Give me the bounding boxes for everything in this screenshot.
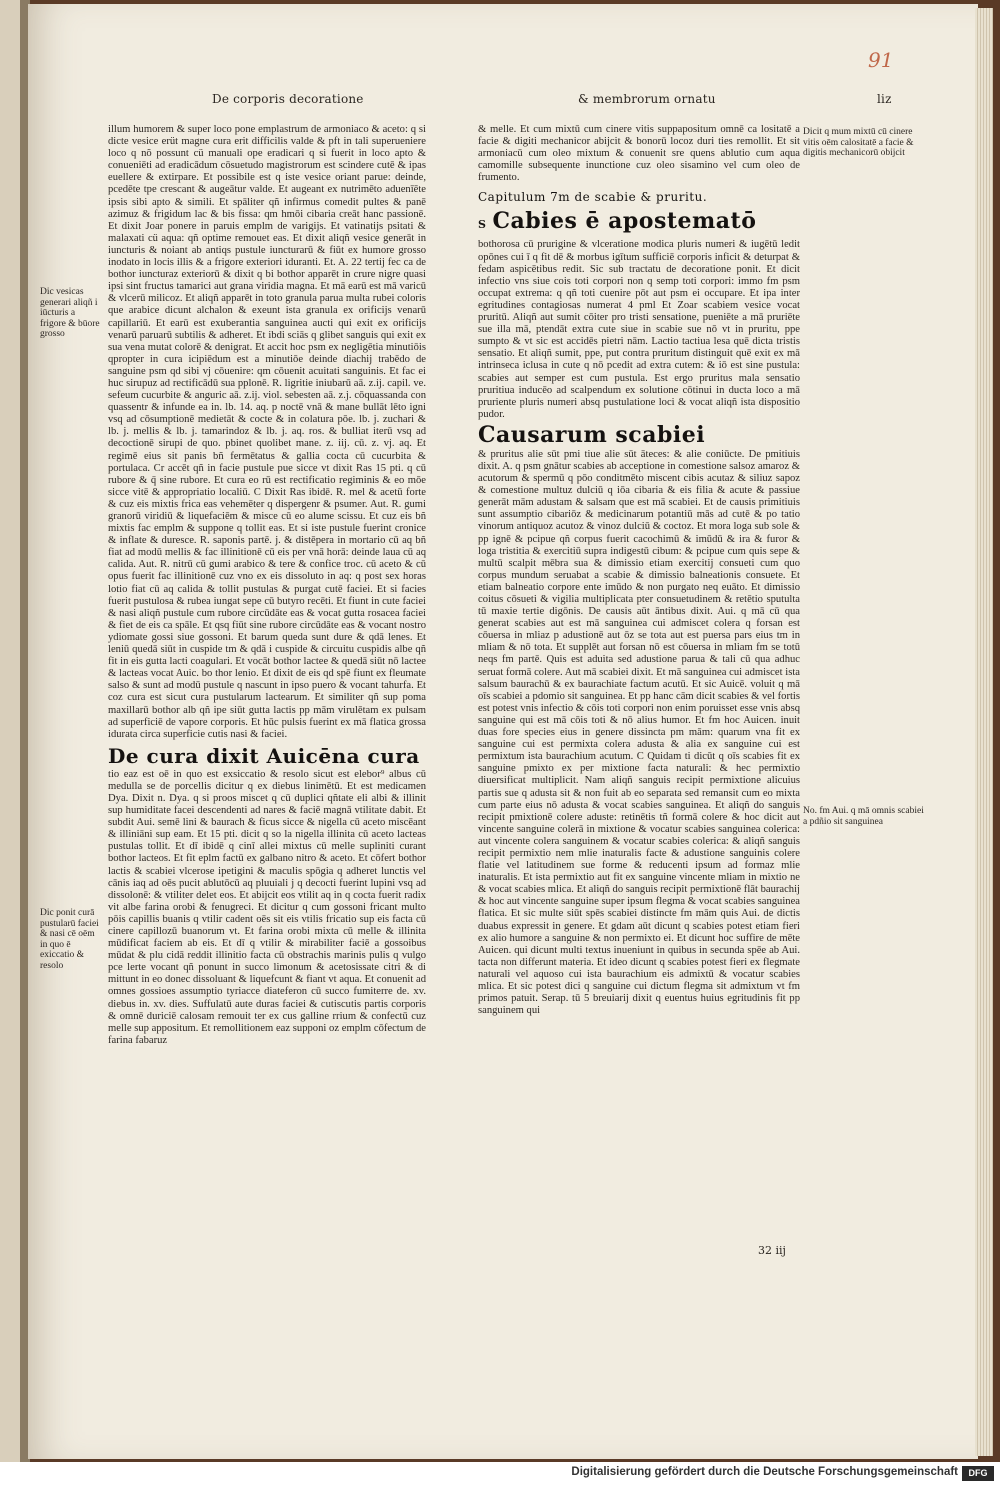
section-heading-scabies-text: Cabies ē apostematō [492, 208, 757, 235]
paragraph: tio eaz est oē in quo est exsiccatio & resolo sicut est elebor⁹ albus cū medulla se de porcellis dicitur q ex diebus linimētū. Et est medicamen Dya. Dixit n. Dya. q si proos miscet q cū duplici qñtate eli albi & illinit sup humiditate facei descendenti ad nares & faciē magnā vtilitate dabit. Et subdit Aui. semē lini & baurach & ficus sicce & nigella cū aceto miscēant & illiniāni sup eam. Et 15 pti. dicit q so la nigella illinita cū aceto lacteas pustulas tollit. Et dī ibidē q cinī allei mixtus cū melle supliniti curant bothor lacteos. Et fit eplm factū ex galbano nitro & aceto. Et cōfert bothor lactis & scabiei vlcerose ipetigini & maculis spōgia q adheret lunctis vel cānis iaq ad oēs pucit ablutōcū aq pluuiali j q decocti fuerint lupini vsq ad dissolonē: & vtiliter delet eos. Et abijcit eos vtilit aq in q cocta fuerit radix vit albe farina orobi & fenugreci. Et dicitur q cum gossoni fricant multo pōis capillis buanis q vtilir cadent oēs sit eis vtilis fricatio sup eis facta cū cinere capillozū buanorum vt. Et farina orobi mixta cū melle & illinita mūdificat faciem ab eis. Et dī q vtilir & mirabiliter faciē a gossoibus mūdat & plu cidā reddit illinitio facta cū obstrachis marinis pulis q vulgo pce lerte vocant qñ ponunt in succo limonum & acetosissate citri & di mittunt in eo donec dissoluant & liquefcunt & fiant vt aqua. Et conuenit ad omnes gossioes assumptio tyriacce diateferon cū succo fumiterre de. xv. diebus in. xv. dies. Suffulatū aute duras faciei & cutiscutis partis corporis & omnē duriciē calosam remouit ter ex cus galline rrium & confectū cuz melle sup appositum. Et remollitionem eaz supponi oz emplm cōfectum de farina fabaruz [108, 768, 426, 1046]
text-column-left [108, 124, 426, 1264]
page-stack-edges [975, 8, 993, 1456]
margin-note-left-upper: Dic vesicas generari aliqñ i iūcturis a frigore & būore grosso [40, 287, 100, 339]
margin-note-right-lower: No. fm Aui. q mā omnis scabiei a pdñio sit sanguinea [803, 806, 924, 827]
dfg-logo: DFG [962, 1466, 994, 1481]
chapter-heading: Capitulum 7m de scabie & pruritu. [478, 190, 708, 205]
section-heading-cura: De cura dixit Auicēna cura [108, 743, 420, 768]
heading-continuation: & pruritus alie sūt pmi tiue alie sūt āteces: & alie [478, 448, 702, 460]
paragraph-text: coniūcte. De pmitiuis dixit. A. q psm gnātur scabies ab acceptione in comestione salsoz amaroz & acutorum & spermū q pōo conditmēto miscent cibis acutaz & siliuz sapoz & comestione multuz dulciū q iōa cibaria & eis filia & acute & passiue generāt mām adustam & salsam que est mā scabiei. Et de causis primitiuis sunt assumptio cibariōz & medicinarum potantiū mās ad cutē & po tatio vinorum antiquoz acutoz & vinoz dulciū & coctoz. Et mora loga sub sole & pp ignē & pcipue qñ corpus fuerit cacochimū & imūdū & ira & furor & loga tristitia & exercitiū supra indigestū cibum: & pcipue cum quis sepe & multū scalpit mēbra sua & dimissio etiam exercitij consueti cum quo corpus mundum seruabat a scabie & dimissio balneationis consuete. Et etiam balneatio corpore ente imūdo & non purgato neq euāto. Et dimissio coitus cōsueti & vigilia multiplicata pter consuetudinem & retētio sputulta tū maxie tertie digōnis. De causis aūt āntibus dixit. Aui. q mā cū qua generat scabies aut est mā sanguinea cui admiscet colera q forsan est cōuersa in mliaz p adustionē aut ōz se tota aut est puersa pars eius tm in mliam & nō tota. Et supplēt aut forsan nō est cōuersa in mliam fm se totū neqs fm partē. Quis est aduita sed adustione parua & tali cū qua adhuc seruat formā colere. Aut mā scabiei dixit. Et mā sanguinea cui admiscet ista salsum baurachū & ex baurachiate factum acutū. Et sic Auicē. voluit q mā oīs scabiei a pdomio sit sanguinea. Et pp hanc cām dicit scabies & vel fortis est potest vnis infectio & cōis toti corpori non enim poruisset esse vnis absq sanguine qui est mā cōis toti & nō alius humor. Et fm hoc Auicen. inuit duas fore species eius in genere dissincta pm mām: quarum vna fit ex sanguine cui est permixta colera adusta & alia ex sanguine cui est permixtum ista baurachium acutum. C Quidam ti dicūt q oīs scabies fit ex sanguine pmixto ex per mixtione facta naturali: & hec permixtio diuersificat multiplicit. Nam aliqñ sanguis recipit permixtione alicuius partis sue q adusta sit & non fuit ab eo separata sed remansit cum eo mixta cum parte eius nō adusta & vocat scabies sanguinea. Et aliqñ do sanguis recipit pmixtionē colere aduste: retinētis tñ formā colere & hoc dicit aut vincente sanguine colerā in mixtione & vocatur scabies sanguinea colerica: aut vincente colera sanguinem & vocatur scabies colerica: & aliqñ sanguis recipit permixtio nem mlie inaturalis facte & adustione sanguinis colere flatie vel latitudinem sue forme & reducenti ipsum ad formaz mlie inaturalis. Et ista permixtio aut fit ex sanguine vincente mliam in mixtio ne & vocat scabies mlica. Et aliqñ do sanguis recipit permixtionē flāt baurachij & hoc aut vincente sanguine super ipsum flegma & vocat scabies sanguinea flatica. Et sic multe siūt spēs scabiei distincte fm mām quis Aui. de dictis duabus expressit in genere. Et gdam aūt dicunt q scabies potest etiam fieri ex alio humore a sanguine & non permixto ei. Et dicunt hoc suffire de mēte Auicen. qui dicunt multi textus inueniunt in quibus in secunda spēe ab Aui. tacta non differunt materia. Et ideo dicunt q scabies potest fieri ex flegmate naturali vel aquoso cui ista baurachium eis admixtū & vocatur scabies mlica. Et sic potest dici q sanguine cui dictum flegma sit admixtum vt fm primos patuit. Serap. tū 5 breuiarij dixit q euentus huius egritudinis fit pp sanguinem qui [478, 448, 800, 1017]
text-column-right [478, 124, 800, 1264]
running-head-left: De corporis decoratione [212, 92, 364, 106]
paragraph [478, 449, 800, 1017]
funding-credit: Digitalisierung gefördert durch die Deutsche Forschungsgemeinschaft [571, 1466, 958, 1478]
paragraph: bothorosa cū prurigine & vlceratione modica pluris numeri & iugētū ledit opōnes cui ī q fit dē & morbus igītum sufficiē corporis inficit & deturpat & fedam aspicētibus redit. Sic sub tractatu de decoratione ponit. Et dicit infectio vns siue cois toti corpori non q semp toti corpori: immo fm psm occupat extrema: q qñ toti cuenire pōt aut psm ei occupare. Et ipa inter egritudines contagiosas numerat 4 pml Et Zoar scabiem vesice vocat pruritū. Aliqñ aut sumit cōiter pro tristi sensatione, pueniēte a mā pruriēte sue illa mā, ptendāt extra cute siue in scabie sue nō vt in pruritu, ppe sumpto & vt sic est accidēs pietri nām. Lactio tactiua lesa quē dicta tristis sensatio. Et aliqñ sumit, ppe, put contra pruritum distinguit quē exit ex mā intrinseca iclusa in cute q nō pcedit ad extra cutem: & iō est sine pustula: scabies aut semper est cum pustula. Est ergo pruritus mala sensatio pruritiua inducēo ad scalpendum ex solutione cōtinui in ducta loco a mā pruriente pluris numeri absq pustulatione loci & vocat aliqñ ista dispositio pudor. [478, 239, 800, 420]
footer-bar [0, 1462, 1000, 1485]
running-head-center: & membrorum ornatu [578, 92, 716, 106]
paragraph: & melle. Et cum mixtū cum cinere vitis suppapositum omnē ca lositatē a facie & digiti mechanicor abijcit & bonorū locoz duri ties remollit. Et sit armoniacū cum oleo mixtum & conuenit sre quens ablutio cum aqua camomille subsequente inunctione cuz oleo sisamino vel cum oleo de frumento. [478, 124, 800, 184]
folio-number: 91 [868, 48, 894, 72]
section-heading-scabies [478, 209, 800, 237]
initial-letter: S [478, 218, 487, 232]
margin-note-left-lower: Dic ponit curā pustularū faciei & nasi cē oēm in quo ē exiccatio & resolo [40, 908, 99, 971]
paragraph: illum humorem & super loco pone emplastrum de armoniaco & aceto: q si dicte vesice erüt magne cura erit difficilis valde & pft in tali superueniere loco q nõ possunt cü manuali ope eradicari q si fuerit in loco apto & conueniēti ad eradicādum cōsuetudo magistrorum est scindere cutē & ipas euellere & extirpare. Et possibile est q iste vesice oriant parue: deinde, pcedēte tpe crescant & augeātur valde. Et augeant ex nutrimēto aduenīēte ipsis sibi apto & simili. Et spāliter qñ infirmus comedit pultes & panē azimuz & frigidum lac & bis fissa: qm hmōi cibaria creāt hanc passionē. Et dixit Joar ponere in paruis emplm de varigijs. Et vatinatijs psitati & malaxati cü aqua: qñ optime remouet eas. Et dixit aliqñ vesice generāt in iuncturis & noiant ab antiqs pustule iuncturarū & fiūt ex humore grosso inodato in locis illis & a frigore exteriori iduranti. Et. A. 22 tertij fec ca de bothor iuncturaz exteriorū & dixit q bi bothor apparēt in crure nigre quasi ipsi sint fructus tamarici aut grana viridia magna. Et mā earū est mā varicū & vlcerū milicoz. Et aliqñ apparēt in toto granula parua multa rubei coloris que arabice dicunt alchalon & exeunt ista granula ex orificijs venarū capillariū. Et earū est exuberantia sanguinea aucti qui exit ex orificijs venarū paruarū subtilis & adheret. Et ibdi sciās q glibet sanguis qui exit ex sua vena mutat colorē & denigrat. Et accit hoc psm ex negligētia minutiōis qpropter in cura icipiēdum est a minutiōe deinde diachij trabēdo de sanguine psm qd sibi vj cōuenire: qm cōuenit acuitati sanguinis. Et fac ei huc sirupuz ad rectificādū sua pplonē. R. ligritie iniubarū aā. z.ij. capil. ve. sefeum cucurbite & anguric aā. z.ij. viol. sebesten aā. z.j. cōquassanda con quassentr & infunde ea in. lb. 14. aq. p noctē vnā & mane bullāt lēto igni vsq ad cōsumptionē medietāt & cocte & in colatura pōe. lb. j. zuchari & lb. j. mellis & lb. j. tamarindoz & lb. j. aq. ros. & bulliat iterū vsq ad decoctionē sirupi de quo. pbinet quolibet mane. z. iij. cū. z. vj. aq. Et regimē eius sit panis bñ fermētatus & gallia cocta cū cucurbita & portulaca. Cr accēt qñ in facie pustule pue sicce vt dixit Ras 15 pti. q cū rubore & q̄ sine rubore. Et cura eo rū est rectificatio regiminis & eo mōe sicce vitē & appropriatio localiū. C Dixit Ras ibidē. R. mel & acetū forte & cuz eis mixtis frica eas vehemēter q dispergenr & psumer. Aut. R. gumi granorū viridiū & liquefaciēm & misce cū eo alume scissu. Et cuz eis bñ mixtis fac emplm & suppone q tollit eas. Et si iste pustule fuerint cronice & inflate & duresce. R. saponis partē. j. & distēpera in mortario cū aq bñ fiat ad modū mellis & fac illinitionē cū eis per vnā horā: deinde laua cū aq calida. Aut. R. nitrū cū gumi arabico & tere & confice troc. cū aceto & cū opus fuerit fac illinitionē cuz vno ex eis dissoluto in aq: q post sex horas lotio fiat cū aq calida & tollit pustulas & purgat cutē faciei. Et si facies fuerit pustulosa & rubea iungat sepe cū butyro recēti. Et fiunt in cute faciei & nasi aliqñ pustule cum rubore circūdāte eas & vocat gutta rosacea faciei & fiet de eis ca spāle. Et qsq fiūt sine rubore circūdāte eas & vocant nostro ydiomate gossi siue gossoni. Et barum queda sunt dure & qdā lenes. Et leniū quedā siūt in cuspide tm & qdā i cuspide & circuitu cuspidis albe qñ fit in eis gutta lacti coagulari. Et vocāt bothor lactee & quedā siūt nō lactee & lacteas vocat Auic. bo thor lenio. Et dixit de eis qd spē fiunt ex fleumate salso & sunt ad modū pustule q nascunt in ipso puero & vocant tahurfa. Et coz cura est sicut cura pustularum lactearum. Et similiter qñ sup poma maxillarū bothor alb qñ ipe siūt gutta lactis pp mām virulētam ex pulsam ad superficiē de vapore corporis. Et hūc pulsis fuerint ex mā flatica grossa idurata circa superficie cutis nasi & faciei. [108, 124, 426, 740]
margin-note-right-upper: Dicit q mum mixtū cū cinere vitis oēm calositatē a facie & digitis mechanicorū obijcit [803, 127, 914, 158]
running-head-number: liz [877, 92, 892, 106]
signature-mark: 32 iij [758, 1244, 786, 1257]
section-heading-causarum: Causarum scabiei [478, 421, 706, 448]
